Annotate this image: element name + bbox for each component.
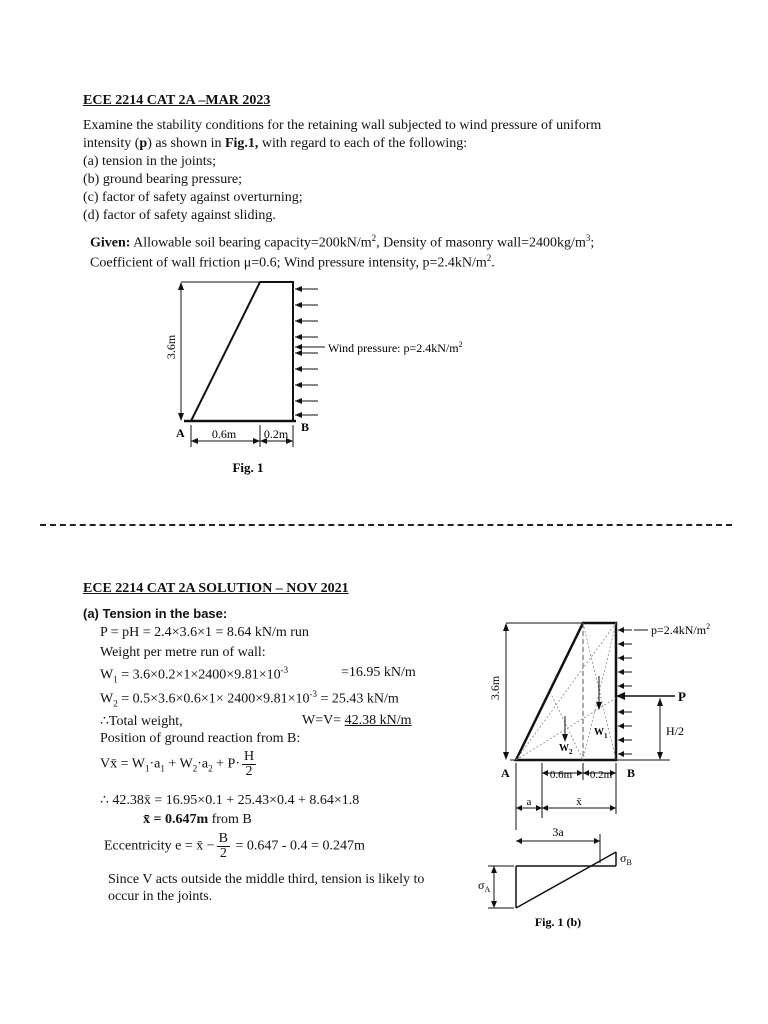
fig1b-height-arrow-top <box>503 623 509 631</box>
fig1-height-arrow-top <box>178 282 184 290</box>
fig1-height-arrow-bottom <box>178 413 184 421</box>
question-item-a: (a) tension in the joints; <box>83 154 216 169</box>
fig1b-p-label: P <box>678 689 686 704</box>
fig1-point-b: B <box>301 420 310 434</box>
question-item-b: (b) ground bearing pressure; <box>83 172 243 187</box>
xbar-result: x̄ = 0.647m from B <box>143 812 252 827</box>
wind-force-equation: P = pH = 2.4×3.6×1 = 8.64 kN/m run <box>100 625 309 640</box>
question-intro-line-2: intensity (p) as shown in Fig.1, with regard to each of the following: <box>83 136 468 151</box>
fig1-wind-arrow <box>295 350 318 356</box>
part-a-heading: (a) Tension in the base: <box>83 606 228 621</box>
fig1b-pressure-arrow <box>618 709 632 715</box>
fig1b-pressure-arrow <box>618 627 632 633</box>
fig1b-diagram <box>470 608 760 938</box>
fig1-dim-arrow <box>191 438 198 444</box>
fig1b-pressure-arrow <box>618 669 632 675</box>
fig1b-height-arrow-bottom <box>503 752 509 760</box>
eccentricity-equation: Eccentricity e = x̄ − $\frac{B}{2}$ = 0.647 - 0.4 = 0.247m <box>104 831 365 861</box>
fraction-b-over-2: $\frac{B}{2}$ <box>218 831 228 861</box>
fig1-wind-arrow <box>295 382 318 388</box>
fig1b-w1-label: $W_1$ <box>594 727 608 740</box>
fig1-wind-arrow <box>295 412 318 418</box>
fig1b-sigma-a-arrow <box>491 901 497 908</box>
fig1b-xbar-arrow <box>610 805 616 811</box>
fig1-wall-outline <box>191 282 293 421</box>
fig1-caption: Fig. 1 <box>232 460 264 475</box>
moment-equation: Vx̄ = $W_1\cdot a_1 + W_2\cdot a_2 + P\cdot$ $\frac{H}{2}$ <box>100 749 255 779</box>
fig1b-point-a: A <box>501 766 510 780</box>
fig1b-a-arrow <box>516 805 522 811</box>
position-label: Position of ground reaction from B: <box>100 731 301 746</box>
fig1-diagram <box>160 275 500 480</box>
fig1b-3a-arrow <box>594 838 600 844</box>
fig1b-dim-2-label: 0.2m <box>589 769 613 781</box>
fig1b-sigma-b-label: $\sigma_B$ <box>620 851 632 867</box>
fig1b-stress-sloped-line <box>516 852 616 908</box>
fig1-wind-arrows <box>295 286 318 418</box>
fig1b-pressure-arrow <box>618 751 632 757</box>
fig1-wind-label: Wind pressure: $p=2.4kN/m^2$ <box>328 340 463 355</box>
conclusion-line-2: occur in the joints. <box>108 889 213 904</box>
fig1b-resultant-p-arrowhead <box>616 692 625 700</box>
fig1b-dim-1-label: 0.6m <box>549 769 573 781</box>
given-line-1: Given: Allowable soil bearing $capacity=200kN/m^2$, Density of masonry $wall=2400kg/m^3$; <box>90 233 595 251</box>
fig1-wind-label-arrowhead <box>295 344 302 350</box>
fig1b-xbar-arrow <box>542 805 548 811</box>
fig1b-construction-line <box>516 623 616 760</box>
total-weight-value: W=V= 42.38 kN/m <box>302 713 412 728</box>
fig1-height-label: 3.6m <box>164 334 178 360</box>
fig1b-caption: Fig. 1 (b) <box>534 915 582 929</box>
fig1b-height-label: 3.6m <box>488 675 502 701</box>
fig1b-pressure-arrow <box>618 641 632 647</box>
fig1-wind-arrow <box>295 366 318 372</box>
question-item-c: (c) factor of safety against overturning; <box>83 190 303 205</box>
fig1b-w1-arrowhead <box>596 702 602 710</box>
fig1b-sigma-a-arrow <box>491 866 497 873</box>
question-heading: ECE 2214 CAT 2A –MAR 2023 <box>83 93 271 108</box>
fig1b-h2-arrow-top <box>657 698 663 706</box>
w1-equation: $W_1 = 3.6\times 0.2\times 1\times 2400\times 9.81\times 10^{-3}$ <box>100 665 289 685</box>
fig1b-xbar-label: x̄ <box>576 796 582 808</box>
fig1b-sigma-a-label: $\sigma_A$ <box>478 878 491 894</box>
fig1-dim-1-label: 0.6m <box>211 427 237 441</box>
section-separator <box>40 524 732 526</box>
fig1b-pressure-label: $p=2.4kN/m^2$ <box>651 622 711 637</box>
substitution-equation: ∴ 42.38x̄ = 16.95×0.1 + 25.43×0.4 + 8.64×1.8 <box>100 793 360 808</box>
fig1b-3a-arrow <box>516 838 522 844</box>
fig1b-pressure-arrow <box>618 737 632 743</box>
fig1-wind-arrow <box>295 286 318 292</box>
fig1-wind-arrow <box>295 302 318 308</box>
conclusion-line-1: Since V acts outside the middle third, tension is likely to <box>108 872 425 887</box>
fig1b-pressure-arrow <box>618 655 632 661</box>
fig1b-h2-label: H/2 <box>666 724 684 738</box>
total-weight-label: ∴Total weight, <box>100 714 183 729</box>
question-item-d: (d) factor of safety against sliding. <box>83 208 276 223</box>
fig1-wind-arrow <box>295 318 318 324</box>
fig1-wind-arrow <box>295 398 318 404</box>
fraction-h-over-2: $\frac{H}{2}$ <box>243 749 255 779</box>
w1-result: =16.95 kN/m <box>341 665 416 680</box>
fig1b-w2-label: $W_2$ <box>559 743 573 756</box>
fig1b-h2-arrow-bottom <box>657 752 663 760</box>
fig1-dim-2-label: 0.2m <box>263 427 289 441</box>
fig1b-point-b: B <box>627 766 636 780</box>
fig1-point-a: A <box>176 426 185 440</box>
given-line-2: Coefficient of wall friction μ=0.6; Wind pressure intensity, $p=2.4kN/m^2$. <box>90 253 495 271</box>
weight-title: Weight per metre run of wall: <box>100 645 266 660</box>
w2-equation: $W_2 = 0.5\times 3.6\times 0.6\times 1\times 2400\times 9.81\times 10^{-3} = 25.43$ kN/m <box>100 689 399 709</box>
fig1b-pressure-arrow <box>618 723 632 729</box>
fig1b-3a-label: 3a <box>552 825 564 839</box>
fig1-wind-arrow <box>295 334 318 340</box>
fig1b-w2-arrowhead <box>562 734 568 742</box>
fig1b-dim-arrow <box>583 770 589 776</box>
fig1b-a-label: a <box>526 796 532 808</box>
fig1b-pressure-arrow <box>618 683 632 689</box>
fig1b-dim-arrow <box>542 770 548 776</box>
fig1b-dim-arrow <box>577 770 583 776</box>
solution-heading: ECE 2214 CAT 2A SOLUTION – NOV 2021 <box>83 581 349 596</box>
fig1-dim-arrow <box>253 438 260 444</box>
fig1b-a-arrow <box>536 805 542 811</box>
question-intro-line-1: Examine the stability conditions for the retaining wall subjected to wind pressure of uniform <box>83 118 602 133</box>
